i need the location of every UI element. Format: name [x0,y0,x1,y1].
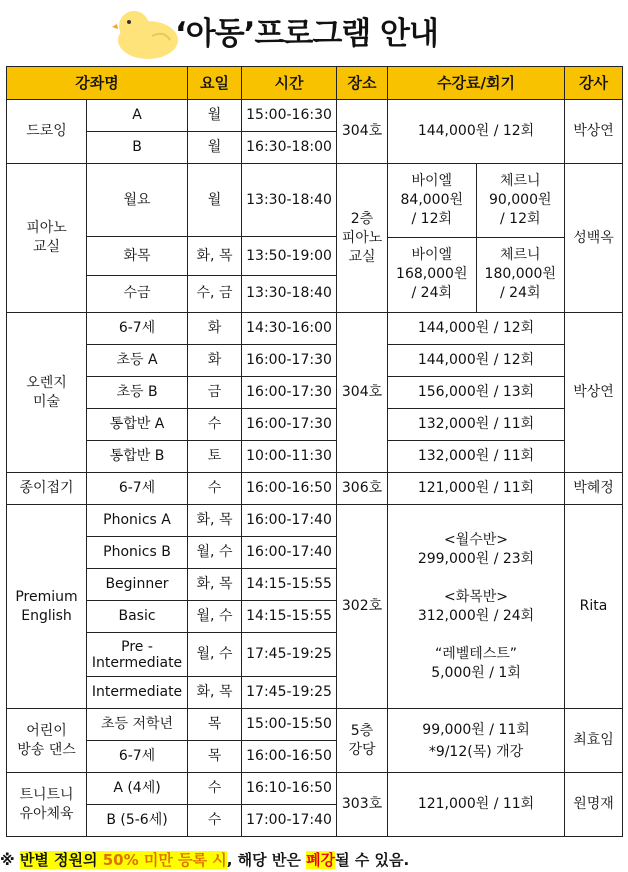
piano-fee-grid [388,164,564,312]
sub-class: 초등 저학년 [87,709,188,741]
fee-cell: 132,000원 / 11회 [388,441,565,473]
time-cell: 16:10-16:50 [242,773,337,805]
time-cell: 15:00-15:50 [242,709,337,741]
day-cell: 월 [188,164,242,237]
day-cell: 토 [188,441,242,473]
teacher-cell: Rita [565,505,623,709]
time-cell: 15:00-16:30 [242,100,337,132]
fee-option [388,237,476,312]
page-title: ‘아동’프로그램 안내 [175,16,438,52]
day-cell: 수 [188,805,242,837]
time-cell: 16:00-17:40 [242,505,337,537]
note-highlight: 50% 미만 등록 시 [102,851,227,869]
time-cell: 16:00-17:30 [242,377,337,409]
fee-option-price: 90,000원 / 12회 [489,191,552,227]
table-row [7,441,623,473]
time-cell: 16:00-16:50 [242,741,337,773]
day-cell: 화, 목 [188,237,242,275]
day-cell: 수 [188,409,242,441]
fee-option-name: 체르니 [499,172,541,189]
sub-class: 수금 [87,275,188,312]
day-cell: 수 [188,773,242,805]
sub-class: 6-7세 [87,313,188,345]
sub-class: 6-7세 [87,741,188,773]
day-cell: 수, 금 [188,275,242,312]
table-row [7,409,623,441]
day-cell: 화, 목 [188,569,242,601]
note-mark: ※ [0,851,20,869]
place-cell: 304호 [337,100,388,164]
fee-cell: 144,000원 / 12회 [388,345,565,377]
course-name: 피아노 교실 [7,164,87,313]
note-text: 반별 정원의 [19,851,103,869]
time-cell: 13:30-18:40 [242,164,337,237]
note-highlight: 폐강 [306,851,336,869]
teacher-cell: 박상연 [565,100,623,164]
table-row [7,773,623,805]
sub-class: Phonics A [87,505,188,537]
fee-cell: 144,000원 / 12회 [388,100,565,164]
course-name: 오렌지 미술 [7,313,87,473]
place-cell: 2층 피아노 교실 [337,164,388,313]
note-text: 될 수 있음. [335,851,410,869]
day-cell: 목 [188,709,242,741]
time-cell: 16:00-17:30 [242,345,337,377]
place-cell: 303호 [337,773,388,837]
time-cell: 17:45-19:25 [242,633,337,677]
table-row [7,164,623,237]
fee-option [476,164,564,237]
sub-class: Beginner [87,569,188,601]
time-cell: 16:00-17:30 [242,409,337,441]
course-name: 트니트니 유아체육 [7,773,87,837]
header-course: 강좌명 [7,67,188,100]
sub-class: 6-7세 [87,473,188,505]
place-cell: 304호 [337,313,388,473]
header-time: 시간 [242,67,337,100]
day-cell: 월 [188,100,242,132]
sub-class: 통합반 A [87,409,188,441]
time-cell: 16:00-16:50 [242,473,337,505]
sub-class: Intermediate [87,677,188,709]
chick-icon [112,4,184,60]
fee-cell: 99,000원 / 11회 *9/12(목) 개강 [388,709,565,773]
day-cell: 화 [188,345,242,377]
day-cell: 월 [188,132,242,164]
day-cell: 수 [188,473,242,505]
place-cell: 5층 강당 [337,709,388,773]
course-name: 종이접기 [7,473,87,505]
place-cell: 302호 [337,505,388,709]
table-row [7,505,623,537]
sub-class: 화목 [87,237,188,275]
fee-option-name: 체르니 [499,247,541,264]
header [0,0,628,64]
footnote [0,849,628,870]
time-cell: 13:50-19:00 [242,237,337,275]
fee-option-price: 84,000원 / 12회 [400,191,464,227]
sub-class: Pre - Intermediate [87,633,188,677]
header-teacher: 강사 [565,67,623,100]
teacher-cell: 성백옥 [565,164,623,313]
sub-class: B (5-6세) [87,805,188,837]
time-cell: 16:00-17:40 [242,537,337,569]
piano-fee-cell [388,164,565,313]
day-cell: 화, 목 [188,677,242,709]
course-name: 어린이 방송 댄스 [7,709,87,773]
time-cell: 14:15-15:55 [242,601,337,633]
sub-class: 초등 A [87,345,188,377]
day-cell: 월, 수 [188,633,242,677]
fee-option-name: 바이엘 [411,172,453,189]
header-place: 장소 [337,67,388,100]
day-cell: 월, 수 [188,601,242,633]
table-row [7,473,623,505]
day-cell: 화 [188,313,242,345]
time-cell: 16:30-18:00 [242,132,337,164]
table-row [7,709,623,741]
program-table [6,66,623,837]
time-cell: 14:30-16:00 [242,313,337,345]
fee-option [388,164,476,237]
header-fee: 수강료/회기 [388,67,565,100]
teacher-cell: 원명재 [565,773,623,837]
sub-class: 초등 B [87,377,188,409]
teacher-cell: 최효임 [565,709,623,773]
table-row [7,377,623,409]
sub-class: Basic [87,601,188,633]
teacher-cell: 박상연 [565,313,623,473]
note-text: , 해당 반은 [226,851,307,869]
header-day: 요일 [188,67,242,100]
course-name: Premium English [7,505,87,709]
teacher-cell: 박혜정 [565,473,623,505]
table-row [7,100,623,132]
fee-option-price: 180,000원 / 24회 [484,266,556,302]
time-cell: 10:00-11:30 [242,441,337,473]
time-cell: 17:45-19:25 [242,677,337,709]
sub-class: Phonics B [87,537,188,569]
time-cell: 13:30-18:40 [242,275,337,312]
day-cell: 목 [188,741,242,773]
time-cell: 17:00-17:40 [242,805,337,837]
sub-class: 월요 [87,164,188,237]
fee-cell: 144,000원 / 12회 [388,313,565,345]
fee-option-name: 바이엘 [411,247,453,264]
fee-option-price: 168,000원 / 24회 [396,266,468,302]
day-cell: 화, 목 [188,505,242,537]
fee-cell: <월수반> 299,000원 / 23회 <화목반> 312,000원 / 24회 “레벨테스트” 5,000원 / 1회 [388,505,565,709]
fee-cell: 121,000원 / 11회 [388,473,565,505]
sub-class: B [87,132,188,164]
place-cell: 306호 [337,473,388,505]
table-row [7,313,623,345]
fee-cell: 132,000원 / 11회 [388,409,565,441]
sub-class: 통합반 B [87,441,188,473]
table-row [7,345,623,377]
fee-cell: 156,000원 / 13회 [388,377,565,409]
sub-class: A (4세) [87,773,188,805]
course-name: 드로잉 [7,100,87,164]
time-cell: 14:15-15:55 [242,569,337,601]
sub-class: A [87,100,188,132]
fee-option [476,237,564,312]
day-cell: 월, 수 [188,537,242,569]
fee-cell: 121,000원 / 11회 [388,773,565,837]
day-cell: 금 [188,377,242,409]
